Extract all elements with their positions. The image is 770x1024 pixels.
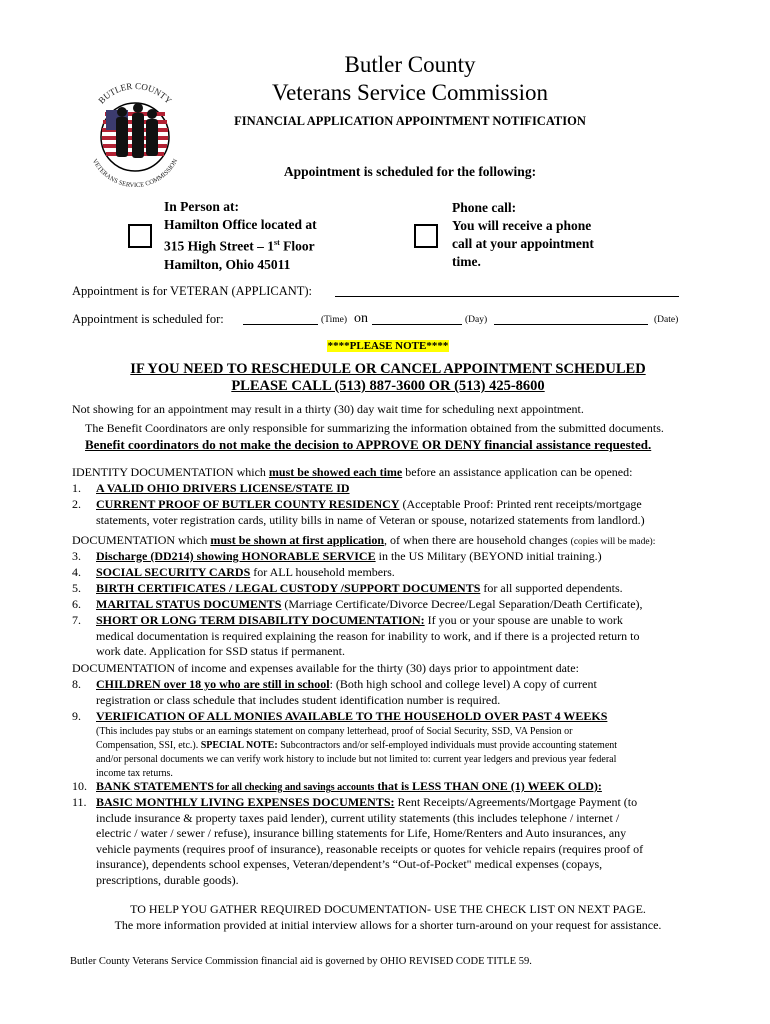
list-item: 10. BANK STATEMENTS for all checking and savings accounts that is LESS THAN ONE (1) WEEK OLD): (72, 779, 602, 793)
income-intro: DOCUMENTATION of income and expenses available for the thirty (30) days prior to appointment date: (72, 661, 579, 675)
in-person-label: In Person at: (164, 199, 239, 214)
list-item: 3. Discharge (DD214) showing HONORABLE SERVICE in the US Military (BEYOND initial training.) (72, 549, 602, 563)
appt-for-row (72, 284, 312, 299)
seal-bottom-text: VETERANS SERVICE COMMISSION (90, 157, 180, 190)
phone-call-checkbox[interactable] (414, 224, 438, 248)
list-item: 6. MARITAL STATUS DOCUMENTS (Marriage Certificate/Divorce Decree/Legal Separation/Death Certificate), (72, 597, 643, 611)
phone-call-option (452, 199, 594, 271)
list-item: 7. SHORT OR LONG TERM DISABILITY DOCUMENTATION: If you or your spouse are unable to work medical documentation is required explaining the reason for inability to work, and if there is a projected return to work date. Application for SSD status if permanent. (72, 613, 640, 658)
list-item: 8. CHILDREN over 18 yo who are still in school: (Both high school and college level) A copy of current registration or class schedule that includes student identification number is required. (72, 677, 597, 707)
day-field[interactable] (372, 314, 462, 325)
appt-for-label: Appointment is for VETERAN (APPLICANT): (72, 284, 313, 298)
soldiers-silhouette (116, 103, 158, 158)
list-item: 2. CURRENT PROOF OF BUTLER COUNTY RESIDENCY (Acceptable Proof: Printed rent receipts/mortgage statements, voter registration cards, utility bills in name of Veteran or spouse, notarized statements from landlord.) (72, 497, 645, 527)
date-label: (Date) (654, 315, 679, 325)
office-address: 315 High Street – 1st Floor (164, 238, 315, 254)
phone-call-text-3: time. (452, 254, 481, 269)
in-person-option (164, 198, 317, 274)
footer: Butler County Veterans Service Commission financial aid is governed by OHIO REVISED CODE TITLE 59. (70, 956, 532, 967)
phone-call-label: Phone call: (452, 200, 517, 215)
coordinator-bold: Benefit coordinators do not make the decision to APPROVE OR DENY financial assistance requested. (85, 437, 652, 452)
coordinator-text: The Benefit Coordinators are only responsible for summarizing the information obtained from the submitted documents. (85, 421, 664, 435)
office-city: Hamilton, Ohio 45011 (164, 256, 291, 272)
item-9-details: (This includes pay stubs or an earnings statement on company letterhead, proof of Social Security, SSD, VA Pension or Compensation, SSI, etc.). SPECIAL NOTE: Subcontractors and/or self-employed individuals must provide accounting statement and/or personal documents we can verify work history to include but not limited to: current year ledgers and previous year federal income tax returns. (96, 726, 618, 779)
title-line-1: Butler County (344, 52, 476, 77)
doc-intro: DOCUMENTATION which must be shown at first application, of when there are household changes (copies will be made): (72, 533, 656, 547)
schedule-heading: Appointment is scheduled for the following: (283, 164, 537, 179)
subtitle: FINANCIAL APPLICATION APPOINTMENT NOTIFICATION (234, 114, 586, 128)
no-show-text: Not showing for an appointment may result in a thirty (30) day wait time for scheduling next appointment. (72, 402, 584, 416)
reschedule-line-1: IF YOU NEED TO RESCHEDULE OR CANCEL APPOINTMENT SCHEDULED (130, 361, 646, 377)
please-note: ****PLEASE NOTE**** (327, 340, 449, 352)
list-item: 4. SOCIAL SECURITY CARDS for ALL household members. (72, 565, 395, 579)
list-item: 5. BIRTH CERTIFICATES / LEGAL CUSTODY /SUPPORT DOCUMENTS for all supported dependents. (72, 581, 623, 595)
help-line-1: TO HELP YOU GATHER REQUIRED DOCUMENTATION- USE THE CHECK LIST ON NEXT PAGE. (130, 902, 646, 916)
office-name: Hamilton Office located at (164, 217, 317, 232)
on-label: on (354, 311, 368, 326)
list-item: 9. VERIFICATION OF ALL MONIES AVAILABLE TO THE HOUSEHOLD OVER PAST 4 WEEKS (72, 709, 608, 723)
time-field[interactable] (243, 314, 318, 325)
phone-call-text-2: call at your appointment (452, 236, 594, 251)
identity-intro: IDENTITY DOCUMENTATION which must be showed each time before an assistance application can be opened: (72, 465, 633, 479)
list-item: 11. BASIC MONTHLY LIVING EXPENSES DOCUMENTS: Rent Receipts/Agreements/Mortgage Payment (to include insurance & property taxes paid lender), current utility statements (this includes telephone / internet / electric / water / sewer / refuse), insurance billing statements for Life, Home/Renters and Auto insurances, any vehicle payments (requires proof of insurance), reasonable receipts or quotes for vehicle repairs (requires proof of insurance), dependents school expenses, Veteran/dependent’s “Out-of-Pocket" medical expenses (copays, prescriptions, durable goods). (72, 795, 644, 887)
phone-call-text-1: You will receive a phone (452, 218, 592, 233)
list-item: 1. A VALID OHIO DRIVERS LICENSE/STATE ID (72, 481, 350, 495)
time-label: (Time) (321, 315, 348, 325)
appt-scheduled-label: Appointment is scheduled for: (72, 312, 224, 326)
seal-top-text: BUTLER COUNTY (96, 80, 174, 106)
title-line-2: Veterans Service Commission (272, 80, 548, 105)
veteran-name-field[interactable] (335, 286, 679, 297)
reschedule-line-2: PLEASE CALL (513) 887-3600 OR (513) 425-8600 (231, 378, 545, 394)
date-field[interactable] (494, 314, 648, 325)
day-label: (Day) (465, 315, 488, 325)
help-line-2: The more information provided at initial interview allows for a shorter turn-around on your request for assistance. (114, 918, 662, 932)
in-person-checkbox[interactable] (128, 224, 152, 248)
